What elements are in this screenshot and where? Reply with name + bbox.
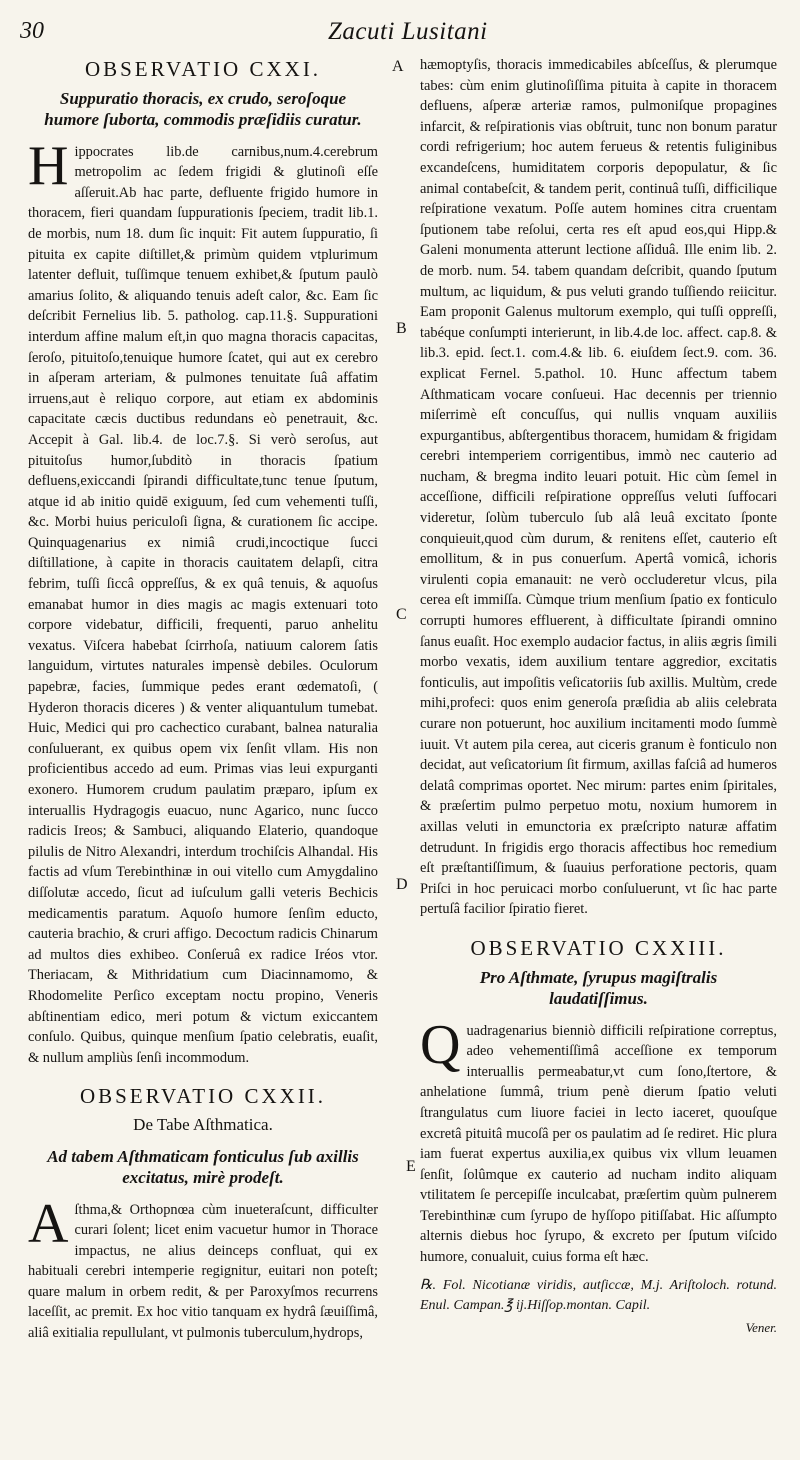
obs121-title: OBSERVATIO CXXI. (84, 57, 322, 81)
obs121-dropcap: H (28, 134, 69, 197)
obs123-recipe: ℞. Fol. Nicotianæ viridis, autſiccæ, M.j. Ariſtoloch. rotund. Enul. Campan.℥ ij.Hiſſop.montan. Capil. (420, 1277, 777, 1313)
left-column (28, 55, 378, 1344)
obs121-subtitle: Suppuratio thoracis, ex crudo, seroſoque humore ſuborta, commodis præſidiis curatur. (44, 88, 362, 129)
obs122-subtitle: De Tabe Aſthmatica. (133, 1114, 273, 1134)
obs122-body-left: ſthma,& Orthopnœa cùm inueteraſcunt, difficulter curari ſolent; licet enim vacuetur humor in Thorace impactus, ne alius deinceps confluat, qui ex habituali cerebri intemperie regignitur, euitari non poteſt; quare malum in orbem redit, & per Paroxyſmos recurrens laceſſit, ac premit. Ex hoc vitio tanquam ex hydrâ ſæuiſſimâ, aliâ exitialia repullulant, vt pulmonis tuberculum,hydrops, (28, 1201, 378, 1342)
obs122-body-right: hæmoptyſis, thoracis immedicabiles abſceſſus, & plerumque tabes: cùm enim glutinoſiſſima pituita à capite in thoracem defluens, aſperæ arteriæ ramos, pulmoniſque propagines infarcit, & reſpirationis vias obſtruit, tunc non bonum paratur cordi refrigerium; hoc autem ferueus & retentis fuliginibus excandeſcens, humiditatem corporis depopulatur, & ſic animal contabeſcit, & tandem perit, continuâ tuſſi, difficilique reſpiratione vexatum. Poſſe autem homines citra cruentam ſputionem tabe reſolui, certa res eſt apud eos,qui Hipp.& Galeni monumenta atterunt lectione aſſiduâ. Ille enim lib. 2. de morb. num. 54. tabem quandam deſcribit, quando ſputum multum, ac liquidum, & pus veluti grando tuſſiendo reiicitur. Eam proponit Galenus multorum exemplo, qui tuſſi oppreſſi, tabéque conſumpti interierunt, in lib.4.de loc. affect. cap.8. & lib.3. epid. ſect.1. com.4.& lib. 6. eiuſdem ſect.9. com. 36. explicat Fernel. 5.pathol. 10. Hunc affectum tabem Aſthmaticam vocare conſueui. Hac decennis per triennio miſerrimè eſt concuſſus, qui nullis vnquam auxiliis expurgantibus, abſtergentibus thoracem, humidam & frigidam cerebri intemperiem corrigentibus, immò nec cauterio ad nucham, & bregma indito leuari potuit. Hic cùm ſemel in acceſſione, difficili reſpiratione oppreſſus veluti ſuffocari videretur, ſolùm tuberculo ſub alâ leuâ excitato ſponte conquieuit,quod cùm durum, & renitens eſſet, cauterio eſt emollitum, & in pus conuerſum. Apertâ vomicâ, ichoris virulenti copia emanauit: ne verò occluderetur vlcus, pila cerea eſt immiſſa. Cùmque trium menſium ſpatio ex fonticulo corrupti humores effluerent, à difficultate ſpirandi omnino ſanus euaſit. Hoc exemplo audacior factus, in aliis ægris ſimili morbo vexatis, idem auxilium tentare aggredior, excitatis fonticulis, aut impoſitis veſicatoriis ſub axillis. Multùm, crede mihi,profeci: quos enim generoſa præſidia ab aliis celebrata curare non potuerunt, hoc auxilium incitamenti modo ſummè iuuit. Vt autem pila cerea, aut ciceris granum è fonticulo non decidat, aut veſicatorium ſit firmum, axillas faſciâ ad humeros delatâ comprimas oportet. Nec mirum: partes enim ſpiritales, & præſertim pulmo perpetuo motu, noxium humorem in axillas veluti in emunctoria ex præſcripto naturæ affatim detrudunt. In frigidis ergo thoracis affectibus hoc remedium eſt præſtantiſſimum, & ſuauius perforatione pectoris, quam Priſci in hoc peruicaci morbo conſuluerunt, vt ſic hac parte pertuſâ facilior ſpiratio fieret. (420, 57, 777, 918)
page-number: 30 (20, 18, 44, 44)
margin-letter-a: A (392, 58, 404, 75)
obs121-paragraph (28, 134, 378, 1069)
running-head: Zacuti Lusitani (328, 18, 488, 45)
obs123-dropcap: Q (420, 1013, 461, 1076)
obs122-subtitle-2: Ad tabem Aſthmaticam fonticulus ſub axillis excitatus, mirè prodeſt. (47, 1146, 359, 1187)
margin-letter-c: C (396, 606, 407, 623)
margin-letter-d: D (396, 876, 408, 893)
obs122-dropcap: A (28, 1192, 69, 1255)
margin-letter-e: E (406, 1158, 416, 1175)
obs123-body: uadragenarius bienniò difficili reſpiratione correptus, adeo vehementiſſimâ acceſſione ex temporum interuallis permeabatur,vt cum ſono,ſtertore, & anhelatione ſummâ, trium penè dierum ſpatio veluti ſtrangulatus cum liuore faciei in lecto iaceret, quouſque excretâ pituitâ mucoſâ per os paulatim ad ſe rediret. Hic plura iam fuerat expertus auxilia,ex quibus vix vllum leuamen ſenſit, ſolûmque ex cauterio ad nucham indito aliquam vtilitatem ſe percepiſſe inculcabat, præſertim quùm pulnerem Terebinthinæ cum ſyrupo de hyſſopo pitiſſabat. Hic aſſumpto alternis diebus hoc ſyrupo, & excreto per ſputum viſcido humore, conualuit, cuius forma eſt hæc. (420, 1022, 777, 1266)
page-header (20, 18, 780, 58)
obs122-paragraph-right (420, 55, 777, 920)
right-column (420, 55, 777, 1338)
obs122-paragraph-left (28, 1192, 378, 1344)
obs122-title: OBSERVATIO CXXII. (79, 1084, 327, 1109)
margin-letter-b: B (396, 320, 407, 337)
obs123-title: OBSERVATIO CXXIII. (470, 935, 727, 960)
catchword: Vener. (745, 1319, 777, 1335)
obs123-paragraph (420, 1013, 777, 1268)
obs121-body: ippocrates lib.de carnibus,num.4.cerebrum metropolim ac ſedem frigidi & glutinoſi eſſe aſſeruit.Ab hac parte, defluente frigido humore in thoracem, fieri quandam ſuppurationis ſpeciem, tradit lib.1. de morbis, num 18. dum ſic inquit: Fit autem ſuppuratio, ſi pituita ex capite diſtillet,& primùm quidem vtplurimum latenter defluit, tuſſimque tenuem exhibet,& ſputum paulò amarius ſolito, & aliquando tenuis adeſt calor, &c. Eam ſic deſcribit Fernelius lib. 5. patholog. cap.11.§. Suppurationi interdum affine malum eſt,in quo magna thoracis capacitas, ſeroſo, pituitoſo,tenuique humore ſcatet, qui aut ex cerebro in aſperam arteriam, & pulmones tenuitate ſuâ affatim irruens,aut è reliquo corpore, aut etiam ex abdominis capacitate cæcis ductibus redundans eò penetrauit, &c. Accepit à Gal. lib.4. de loc.7.§. Si verò seroſus, aut pituitoſus humor,ſubditò in thoracis ſpatium defluens,exiccandi ſpirandi difficultate,tunc tenue ſputum, atque id ab initio quidē exiguum, ſed cum vehementi tuſſi, &c. Morbi huius periculoſi ſigna, & curationem ſic accipe. Quinquagenarius ex nimiâ crudi,incoctique ſucci diſtillatione, à capite in thoracis cauitatem delapſi, citra febrim, tuſſi ſiccâ oppreſſus, & ex quâ tenuis, & aquoſus emanabat humor in dies magis ac magis extenuari toto corpore videbatur, difficili, frequenti, paruo anhelitu vexatus. Viſcera habebat ſcirrhoſa, natiuum calorem ſatis languidum, virtutes naturales impensè debiles. Oculorum papebræ, facies, ſummique pedes erant œdematoſi, ( Hyderon thoracis diceres ) & venter aliquantulum tumebat. Huic, Medici qui pro cachectico curabant, balnea naturalia conſuluerant, ex quibus opem vix ſenſit vllam. His non proficientibus accedo ad eum. Primas vias leui expurganti exonero. Humorem crudum paulatim præparo, ipſum ex interuallis Hydragogis euacuo, nunc Agarico, nunc ſucco radicis Ireos; & Sambuci, aliquando Elaterio, quandoque pilulis de Nitro Alexandri, interdum trochiſcis Alhandal. His factis ad vſum Terebinthinæ in oui vitello cum Amygdalino diſſolutæ accedo, ſicut ad iuſculum galli veteris Bechicis medicamentis paratum. Aquoſo humore ſenſim educto, cauteria brachio, & cruri affigo. Decoctum radicis Chinarum ad multos dies exhibeo. Conſeruâ ex radice Iréos vtor. Theriacam, & Mithridatium cum Diacinnamomo, & Rhodomelite Perſico exceptam noctu propino, Veneris abſtinentiam edico, meri potum & victum exiccantem conſulo. Quibus, quinque menſium ſpatio celebratis, euaſit, & nullum ampliùs ſenſi incommodum. (28, 143, 378, 1066)
obs123-subtitle: Pro Aſthmate, ſyrupus magiſtralis laudatiſſimus. (479, 967, 718, 1008)
